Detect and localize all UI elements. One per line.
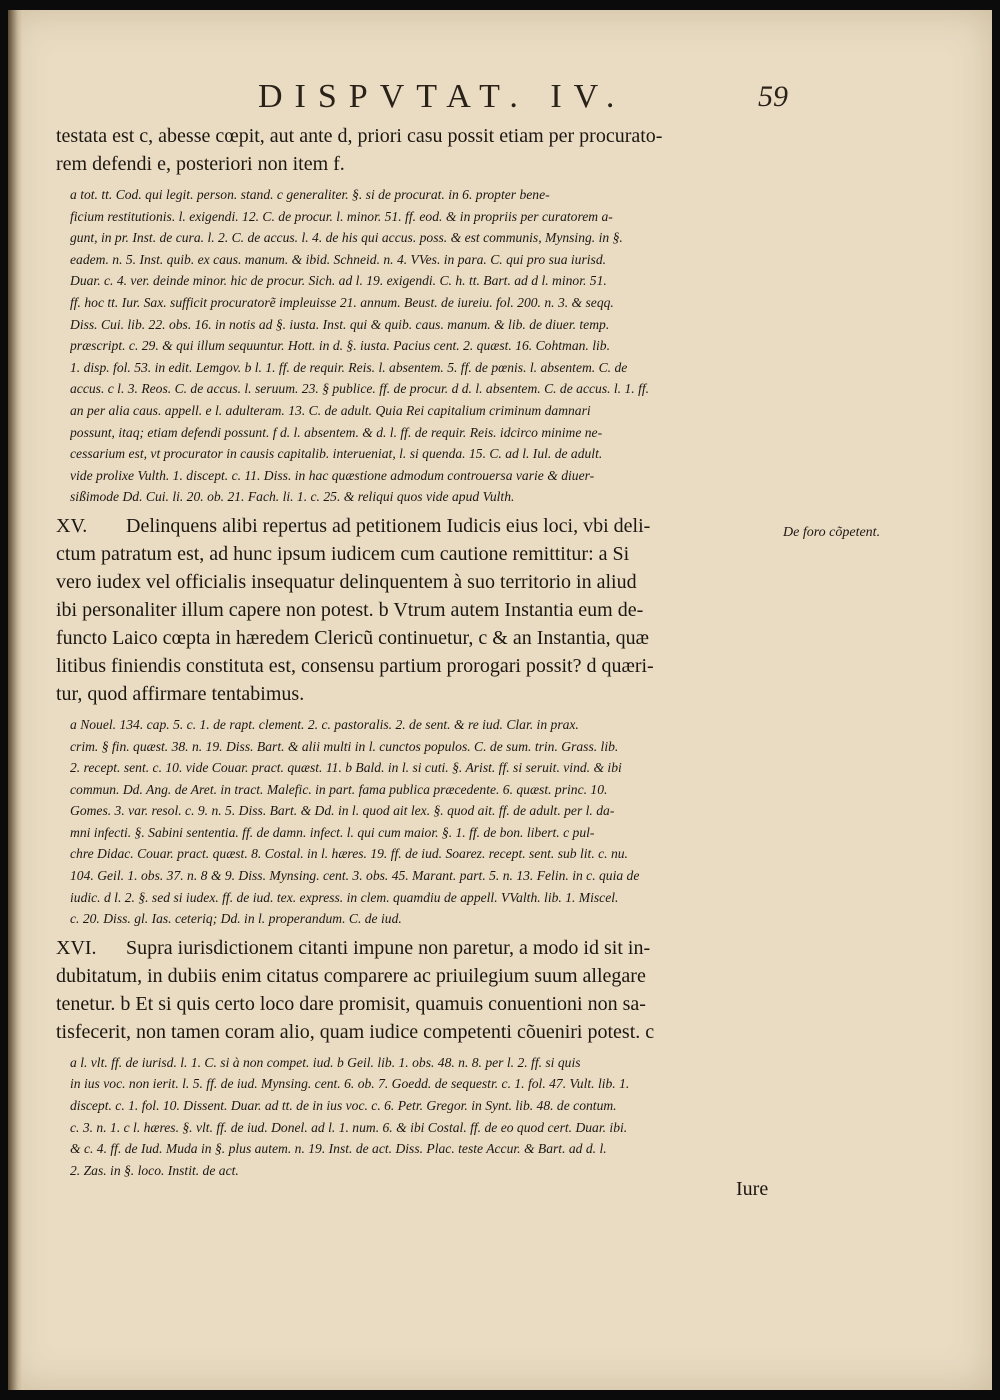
body-line: testata est c, abesse cœpit, aut ante d, priori casu possit etiam per procurato- bbox=[56, 125, 663, 147]
page-gutter bbox=[8, 10, 22, 1390]
note-line: possunt, itaq; etiam defendi possunt. f d. l. absentem. & d. l. ff. de requir. Reis. idcirco minime ne- bbox=[70, 424, 603, 440]
paragraph-xvi bbox=[56, 934, 776, 1046]
body-line: rem defendi e, posteriori non item f. bbox=[56, 153, 345, 175]
note-line: Gomes. 3. var. resol. c. 9. n. 5. Diss. Bart. & Dd. in l. quod ait lex. §. quod ait. ff. de adult. per l. da- bbox=[70, 803, 615, 819]
note-line: Diss. Cui. lib. 22. obs. 16. in notis ad §. iusta. Inst. qui & quib. caus. manum. & lib. de diuer. temp. bbox=[70, 316, 610, 332]
body-line: tur, quod affirmare tentabimus. bbox=[56, 682, 305, 705]
paragraph-number: XVI. bbox=[56, 936, 97, 959]
note-line: c. 3. n. 1. c l. hæres. §. vlt. ff. de iud. Donel. ad l. 1. num. 6. & ibi Costal. ff. de eo quod cert. Duar. ibi. bbox=[70, 1119, 628, 1135]
note-line: discept. c. 1. fol. 10. Dissent. Duar. ad tt. de in ius voc. c. 6. Petr. Gregor. in Synt. lib. 48. de contum. bbox=[70, 1098, 617, 1114]
page-content bbox=[56, 122, 776, 1185]
body-line: tenetur. b Et si quis certo loco dare promisit, quamuis conuentioni non sa- bbox=[56, 992, 646, 1015]
paragraph-xv bbox=[56, 512, 776, 708]
note-line: sißimode Dd. Cui. li. 20. ob. 21. Fach. li. 1. c. 25. & reliqui quos vide apud Vulth. bbox=[70, 489, 515, 505]
body-line: dubitatum, in dubiis enim citatus comparere ac priuilegium suum allegare bbox=[56, 964, 646, 987]
body-line: tisfecerit, non tamen coram alio, quam iudice competenti cõueniri potest. c bbox=[56, 1020, 655, 1043]
note-line: c. 20. Diss. gl. Ias. ceteriq; Dd. in l. properandum. C. de iud. bbox=[70, 911, 402, 927]
body-line bbox=[56, 934, 776, 962]
note-line: & c. 4. ff. de Iud. Muda in §. plus autem. n. 19. Inst. de act. Diss. Plac. teste Accur. & Bart. ad d. l. bbox=[70, 1141, 607, 1157]
footnotes-block-2 bbox=[56, 714, 776, 930]
note-line: crim. § fin. quæst. 38. n. 19. Diss. Bart. & alii multi in l. cunctos populos. C. de sum. trin. Grass. lib. bbox=[70, 738, 619, 754]
note-line: 1. disp. fol. 53. in edit. Lemgov. b l. 1. ff. de requir. Reis. l. absentem. 5. ff. de pœnis. l. absentem. C. de bbox=[70, 359, 628, 375]
body-line-text: Delinquens alibi repertus ad petitionem Iudicis eius loci, vbi deli- bbox=[126, 514, 651, 537]
note-line: accus. c l. 3. Reos. C. de accus. l. seruum. 23. § publice. ff. de procur. d d. l. absentem. C. de accus. l. 1. ff. bbox=[70, 381, 650, 397]
page-number: 59 bbox=[758, 80, 788, 113]
note-line: in ius voc. non ierit. l. 5. ff. de iud. Mynsing. cent. 6. ob. 7. Goedd. de sequestr. c. 1. fol. 47. Vult. lib. 1. bbox=[70, 1076, 630, 1092]
note-line: ff. hoc tt. Iur. Sax. sufficit procuratorẽ impleuisse 21. annum. Beust. de iureiu. fol. 200. n. 3. & seqq. bbox=[70, 294, 614, 310]
note-line: 2. recept. sent. c. 10. vide Couar. pract. quæst. 11. b Bald. in l. si cuti. §. Arist. ff. si seruit. vind. & ibi bbox=[70, 760, 622, 776]
note-line: Duar. c. 4. ver. deinde minor. hic de procur. Sich. ad l. 19. exigendi. C. h. tt. Bart. ad d l. minor. 51. bbox=[70, 273, 607, 289]
body-line bbox=[56, 512, 776, 540]
paragraph-number: XV. bbox=[56, 514, 88, 537]
body-line: litibus finiendis constituta est, consensu partium prorogari possit? d quæri- bbox=[56, 654, 654, 677]
catchword: Iure bbox=[736, 1178, 769, 1200]
note-line: ficium restitutionis. l. exigendi. 12. C. de procur. l. minor. 51. ff. eod. & in propriis per curatorem a- bbox=[70, 208, 613, 224]
note-line: eadem. n. 5. Inst. quib. ex caus. manum. & ibid. Schneid. n. 4. VVes. in para. C. qui pro sua iurisd. bbox=[70, 251, 607, 267]
book-page bbox=[8, 10, 992, 1390]
note-line: 104. Geil. 1. obs. 37. n. 8 & 9. Diss. Mynsing. cent. 3. obs. 45. Marant. part. 5. n. 13. Felin. in c. quia de bbox=[70, 868, 640, 884]
note-line: iudic. d l. 2. §. sed si iudex. ff. de iud. tex. express. in clem. quamdiu de appell. VValth. lib. 1. Miscel. bbox=[70, 889, 619, 905]
note-line: 2. Zas. in §. loco. Instit. de act. bbox=[70, 1162, 239, 1178]
body-line: ibi personaliter illum capere non potest. b Vtrum autem Instantia eum de- bbox=[56, 598, 644, 621]
body-line: vero iudex vel officialis insequatur delinquentem à suo territorio in aliud bbox=[56, 570, 637, 593]
body-line: ctum patratum est, ad hunc ipsum iudicem cum cautione remittitur: a Si bbox=[56, 542, 630, 565]
note-line: a tot. tt. Cod. qui legit. person. stand. c generaliter. §. si de procurat. in 6. propter bene- bbox=[70, 187, 550, 202]
note-line: mni infecti. §. Sabini sententia. ff. de damn. infect. l. qui cum maior. §. 1. ff. de bon. libert. c pul- bbox=[70, 824, 595, 840]
footnotes-block-1 bbox=[56, 184, 776, 508]
note-line: vide prolixe Vulth. 1. discept. c. 11. Diss. in hac quæstione admodum controuersa varie & diuer- bbox=[70, 467, 595, 483]
note-line: a Nouel. 134. cap. 5. c. 1. de rapt. clement. 2. c. pastoralis. 2. de sent. & re iud. Clar. in prax. bbox=[70, 716, 579, 732]
note-line: præscript. c. 29. & qui illum sequuntur. Hott. in d. §. iusta. Pacius cent. 2. quæst. 16. Cohtman. lib. bbox=[70, 338, 610, 354]
footnotes-block-3 bbox=[56, 1052, 776, 1182]
running-header: DISPVTAT. IV. bbox=[258, 78, 627, 115]
note-line: an per alia caus. appell. e l. adulteram. 13. C. de adult. Quia Rei capitalium criminum damnari bbox=[70, 402, 591, 418]
body-line-text: Supra iurisdictionem citanti impune non paretur, a modo id sit in- bbox=[126, 936, 651, 959]
paragraph-xiv-continued bbox=[56, 122, 776, 178]
margin-note: De foro cõpetent. bbox=[783, 525, 881, 540]
note-line: chre Didac. Couar. pract. quæst. 8. Costal. in l. hæres. 19. ff. de iud. Soarez. recept. sent. sub lit. c. nu. bbox=[70, 846, 628, 862]
note-line: a l. vlt. ff. de iurisd. l. 1. C. si à non compet. iud. b Geil. lib. 1. obs. 48. n. 8. per l. 2. ff. si quis bbox=[70, 1054, 581, 1070]
note-line: gunt, in pr. Inst. de cura. l. 2. C. de accus. l. 4. de his qui accus. poss. & est communis, Mynsing. in §. bbox=[70, 230, 623, 246]
note-line: cessarium est, vt procurator in causis capitalib. interueniat, l. si quenda. 15. C. ad l. Iul. de adult. bbox=[70, 446, 603, 462]
note-line: commun. Dd. Ang. de Aret. in tract. Malefic. in part. fama publica præcedente. 6. quæst. princ. 10. bbox=[70, 781, 608, 797]
body-line: functo Laico cœpta in hæredem Clericũ continuetur, c & an Instantia, quæ bbox=[56, 626, 649, 649]
